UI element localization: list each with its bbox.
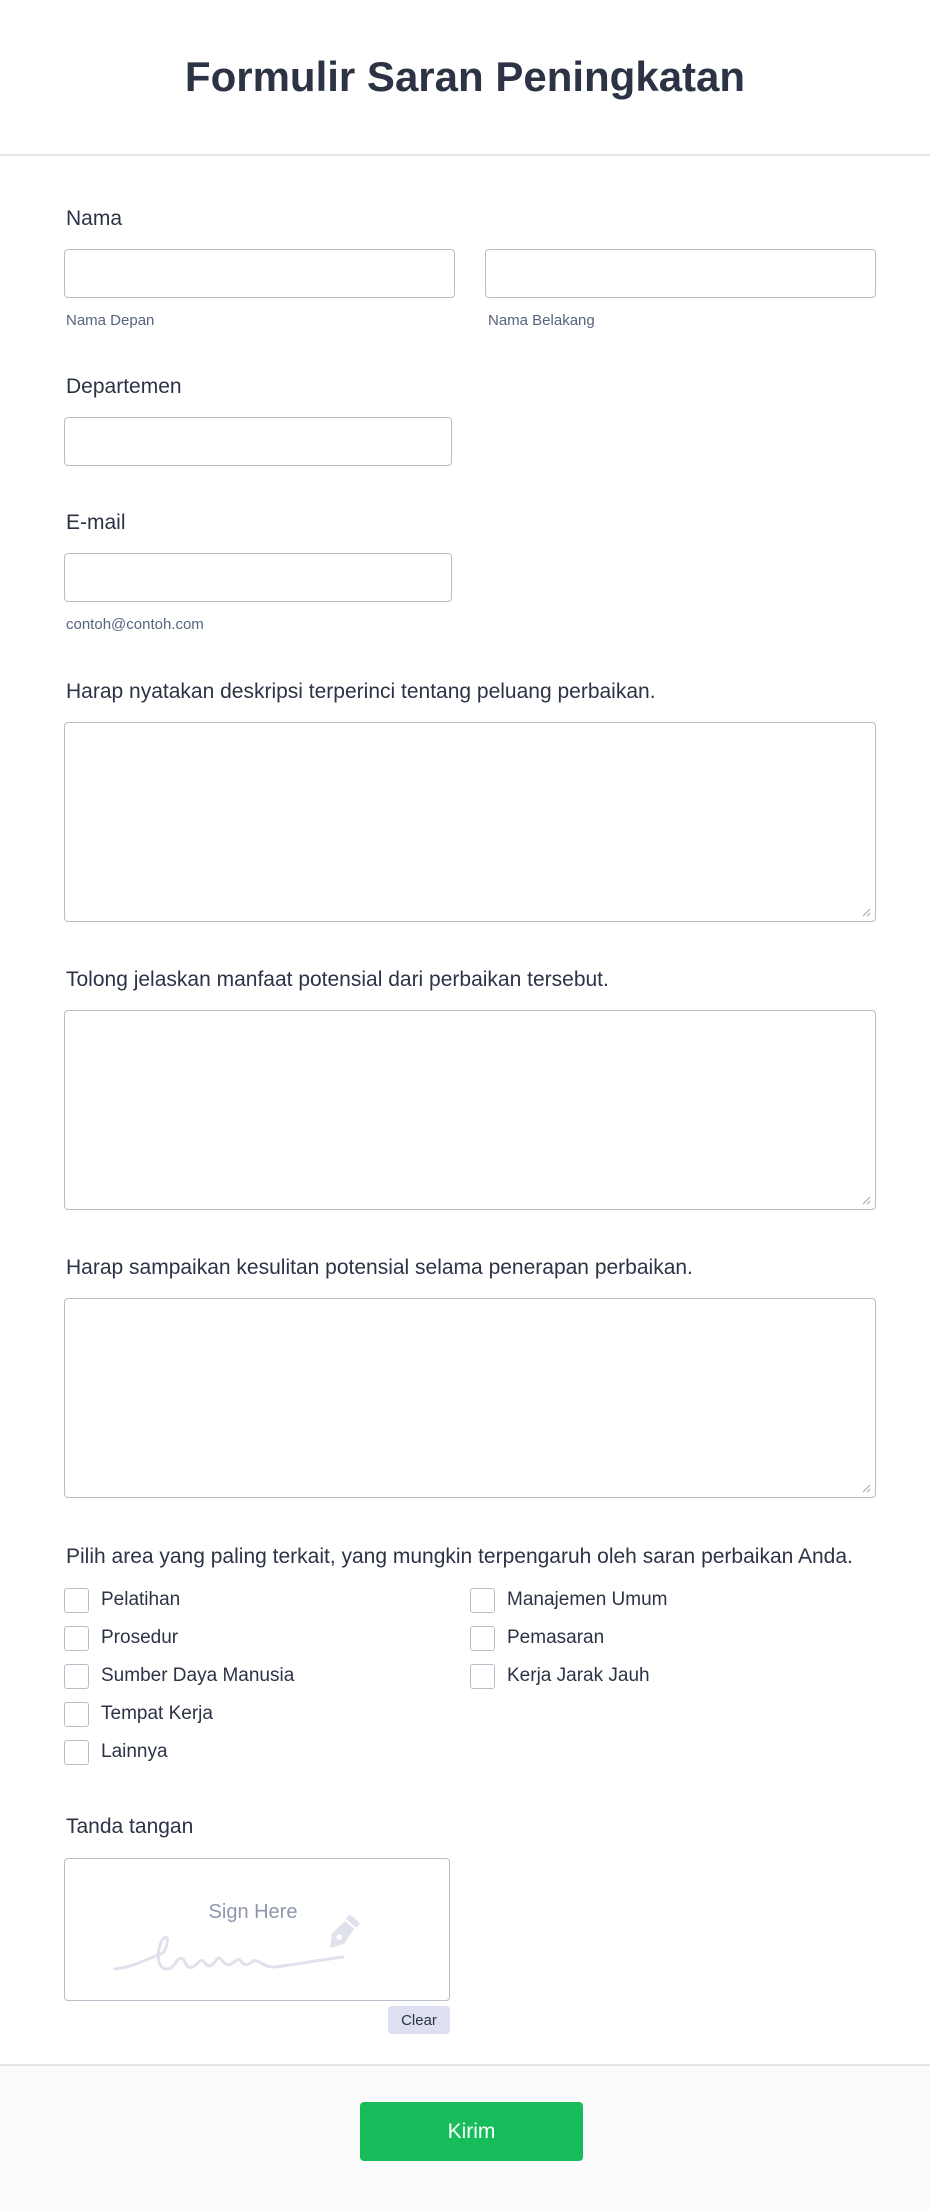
department-input[interactable] xyxy=(64,417,452,466)
checkbox[interactable] xyxy=(64,1702,89,1727)
checkbox[interactable] xyxy=(470,1626,495,1651)
checkbox-label: Manajemen Umum xyxy=(507,1589,668,1610)
description-label: Harap nyatakan deskripsi terperinci tentang peluang perbaikan. xyxy=(66,680,656,703)
difficulties-label: Harap sampaikan kesulitan potensial selama penerapan perbaikan. xyxy=(66,1256,693,1279)
department-label: Departemen xyxy=(66,375,182,398)
email-sublabel: contoh@contoh.com xyxy=(66,616,204,633)
checkbox[interactable] xyxy=(64,1664,89,1689)
signature-scribble-icon xyxy=(113,1903,403,1983)
checkbox-label: Prosedur xyxy=(101,1627,179,1648)
checkbox-option[interactable] xyxy=(64,1739,168,1765)
last-name-input[interactable] xyxy=(485,249,876,298)
signature-label: Tanda tangan xyxy=(66,1815,194,1838)
email-input[interactable] xyxy=(64,553,452,602)
checkbox-label: Tempat Kerja xyxy=(101,1703,213,1724)
form-title: Formulir Saran Peningkatan xyxy=(184,53,746,100)
checkbox-label: Sumber Daya Manusia xyxy=(101,1665,295,1686)
checkbox[interactable] xyxy=(64,1588,89,1613)
email-label: E-mail xyxy=(66,511,126,534)
last-name-sublabel: Nama Belakang xyxy=(488,312,595,329)
signature-pad[interactable] xyxy=(64,1858,450,2001)
checkbox-option[interactable] xyxy=(64,1625,178,1651)
checkbox[interactable] xyxy=(470,1588,495,1613)
benefits-textarea[interactable] xyxy=(64,1010,876,1210)
checkbox-label: Kerja Jarak Jauh xyxy=(507,1665,650,1686)
checkbox[interactable] xyxy=(64,1626,89,1651)
checkbox-label: Lainnya xyxy=(101,1741,168,1762)
signature-placeholder: Sign Here xyxy=(208,1901,298,1923)
submit-button[interactable]: Kirim xyxy=(360,2102,583,2161)
first-name-input[interactable] xyxy=(64,249,455,298)
name-label: Nama xyxy=(66,207,123,230)
areas-label: Pilih area yang paling terkait, yang mungkin terpengaruh oleh saran perbaikan Anda. xyxy=(66,1545,853,1568)
clear-signature-button[interactable]: Clear xyxy=(388,2006,450,2034)
checkbox-option[interactable] xyxy=(470,1663,650,1689)
resize-handle-icon[interactable] xyxy=(861,907,871,917)
form-header xyxy=(0,0,930,156)
first-name-sublabel: Nama Depan xyxy=(66,312,155,329)
checkbox-option[interactable] xyxy=(64,1701,213,1727)
checkbox-option[interactable] xyxy=(64,1663,294,1689)
checkbox-option[interactable] xyxy=(64,1587,180,1613)
description-textarea[interactable] xyxy=(64,722,876,922)
resize-handle-icon[interactable] xyxy=(861,1483,871,1493)
checkbox[interactable] xyxy=(64,1740,89,1765)
benefits-label: Tolong jelaskan manfaat potensial dari perbaikan tersebut. xyxy=(66,968,609,991)
checkbox-label: Pemasaran xyxy=(507,1627,605,1648)
checkbox-label: Pelatihan xyxy=(101,1589,181,1610)
resize-handle-icon[interactable] xyxy=(861,1195,871,1205)
checkbox[interactable] xyxy=(470,1664,495,1689)
checkbox-option[interactable] xyxy=(470,1625,604,1651)
checkbox-option[interactable] xyxy=(470,1587,668,1613)
difficulties-textarea[interactable] xyxy=(64,1298,876,1498)
